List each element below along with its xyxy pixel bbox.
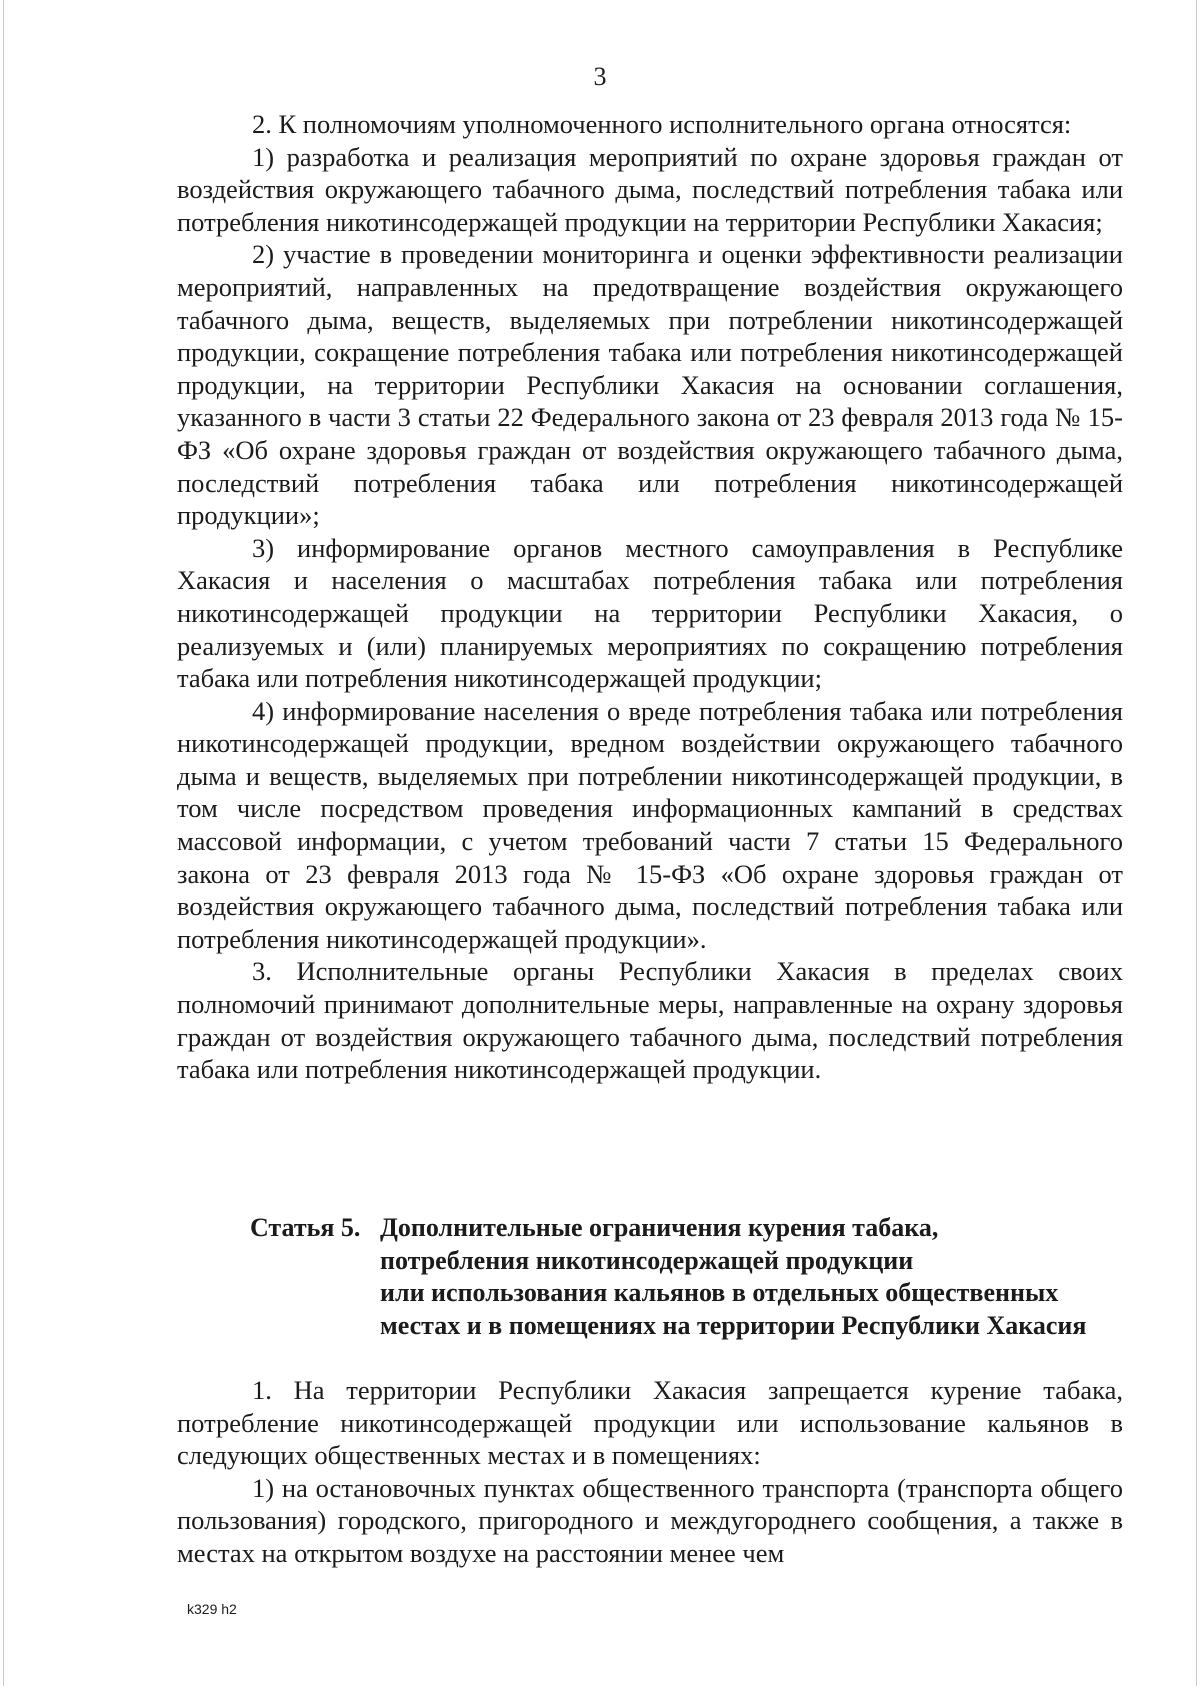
paragraph-ban-item-1: 1) на остановочных пунктах общественного транспорта (транспорта общего пользования) городского, пригородного и междугороднего сообщения, а также в местах на открытом воздухе на расстоянии менее чем: [177, 1472, 1123, 1568]
paragraph-executive-bodies: 3. Исполнительные органы Республики Хакасия в пределах своих полномочий принимают дополнительные меры, направленные на охрану здоровья граждан от воздействия окружающего табачного дыма, последствий потребления табака или потребления никотинсодержащей продукции.: [177, 956, 1123, 1085]
article-title-line: местах и в помещениях на территории Республики Хакасия: [380, 1310, 1087, 1340]
paragraph-item-2: 2) участие в проведении мониторинга и оценки эффективности реализации мероприятий, направленных на предотвращение воздействия окружающего табачного дыма, веществ, выделяемых при потреблении никотинсодержащей продукции, сокращение потребления табака или потребления никотинсодержащей продукции, на территории Республики Хакасия на основании соглашения, указанного в части 3 статьи 22 Федерального закона от 23 февраля 2013 года № 15-ФЗ «Об охране здоровья граждан от воздействия окружающего табачного дыма, последствий потребления табака или потребления никотинсодержащей продукции»;: [177, 239, 1123, 531]
article-title: [380, 1212, 1123, 1342]
paragraph-item-4: 4) информирование населения о вреде потребления табака или потребления никотинсодержащей продукции, вредном воздействии окружающего табачного дыма и веществ, выделяемых при потреблении никотинсодержащей продукции, в том числе посредством проведения информационных кампаний в средствах массовой информации, с учетом требований части 7 статьи 15 Федерального закона от 23 февраля 2013 года № 15-ФЗ «Об охране здоровья граждан от воздействия окружающего табачного дыма, последствий потребления табака или потребления никотинсодержащей продукции».: [177, 695, 1123, 954]
paragraph-authority-powers: 2. К полномочиям уполномоченного исполнительного органа относятся:: [252, 109, 1072, 139]
body-text-top: [177, 108, 1123, 1086]
paragraph-item-1: 1) разработка и реализация мероприятий по охране здоровья граждан от воздействия окружающего табачного дыма, последствий потребления табака или потребления никотинсодержащей продукции на территории Республики Хакасия;: [177, 141, 1123, 237]
scan-left-edge: [3, 0, 4, 1686]
article-heading: [250, 1212, 1123, 1342]
page-number: 3: [593, 62, 607, 91]
paragraph-item-3: 3) информирование органов местного самоуправления в Республике Хакасия и населения о масштабах потребления табака или потребления никотинсодержащей продукции на территории Республики Хакасия, о реализуемых и (или) планируемых мероприятиях по сокращению потребления табака или потребления никотинсодержащей продукции;: [177, 532, 1123, 694]
body-text-bottom: [177, 1374, 1123, 1570]
article-title-line: или использования кальянов в отдельных общественных: [380, 1278, 1059, 1307]
article-title-line: потребления никотинсодержащей продукции: [380, 1245, 914, 1275]
article-label: Статья 5.: [250, 1213, 361, 1242]
paragraph-smoking-ban: 1. На территории Республики Хакасия запрещается курение табака, потребление никотинсодержащей продукции или использование кальянов в следующих общественных местах и в помещениях:: [177, 1375, 1123, 1471]
article-title-line: Дополнительные ограничения курения табака,: [380, 1213, 939, 1242]
scan-right-edge: [1196, 0, 1197, 1686]
footer-code: k329 h2: [187, 1601, 237, 1617]
